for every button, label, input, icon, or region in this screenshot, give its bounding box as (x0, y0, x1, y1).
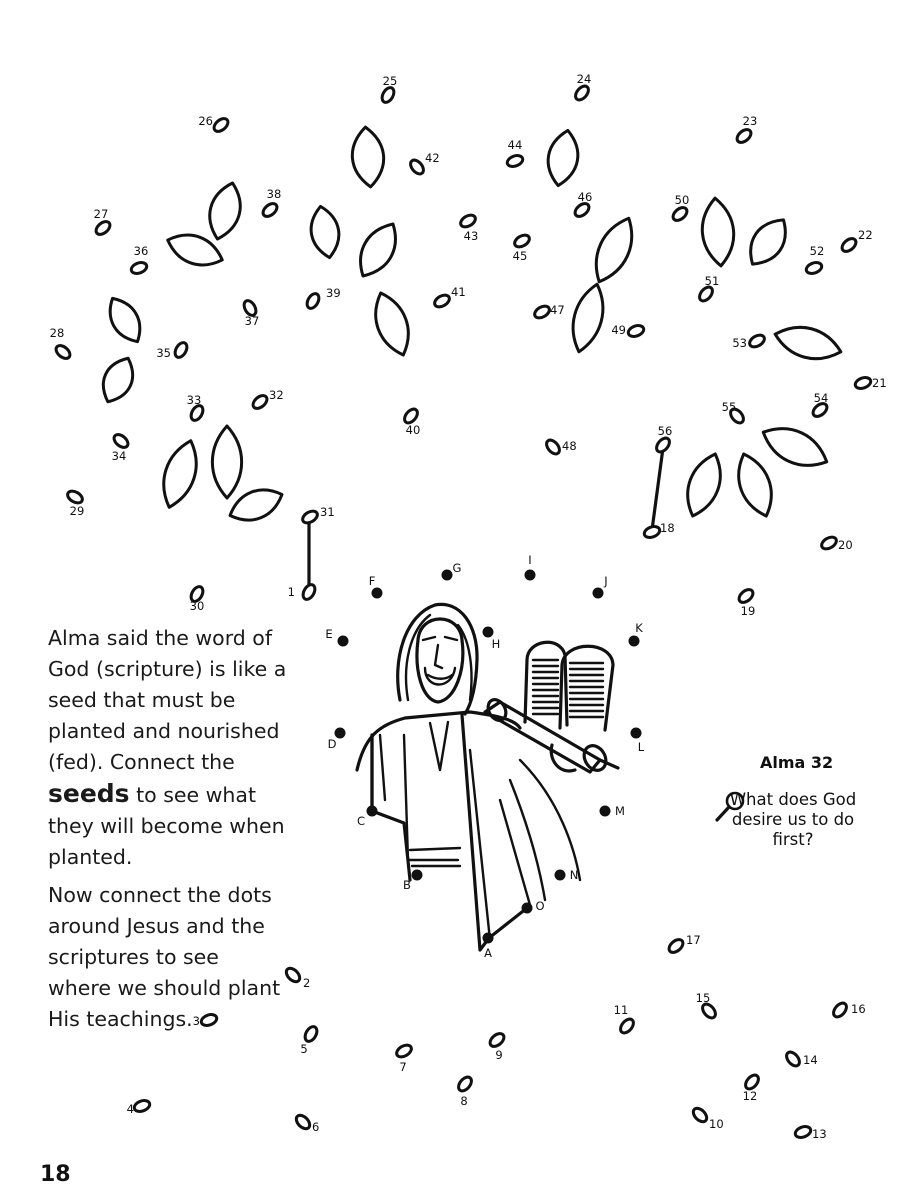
seed-label: 21 (872, 376, 887, 390)
letter-label: A (484, 946, 492, 960)
seed-5 (300, 1025, 319, 1056)
seed-label: 47 (550, 303, 565, 317)
seed-label: 25 (382, 74, 398, 88)
seed-4 (127, 1099, 152, 1116)
seed-label: 19 (740, 604, 756, 618)
seed-35 (156, 341, 189, 360)
tree-leaves (95, 126, 844, 528)
letter-label: F (368, 574, 376, 588)
seed-label: 39 (326, 286, 341, 300)
letter-dot-K (629, 621, 644, 647)
seed-label: 10 (709, 1117, 724, 1131)
seed-33 (187, 393, 206, 422)
seed-label: 8 (460, 1094, 468, 1108)
leaf-20 (757, 418, 834, 476)
seed-13 (794, 1125, 827, 1141)
seed-28 (50, 326, 73, 361)
seed-27 (94, 207, 113, 237)
seed-18 (643, 521, 675, 539)
seed-53 (732, 333, 766, 350)
seed-12 (743, 1073, 761, 1103)
seed-7 (395, 1043, 414, 1074)
seed-label: 5 (300, 1042, 308, 1056)
seed-label: 6 (312, 1120, 320, 1134)
leaf-15 (155, 436, 204, 512)
leaf-5 (350, 217, 405, 284)
seed-label: 33 (186, 393, 202, 407)
letter-label: N (569, 868, 579, 882)
seed-label: 15 (695, 991, 711, 1005)
seed-9 (488, 1031, 507, 1062)
seed-6 (294, 1113, 320, 1134)
leaf-9 (566, 281, 610, 356)
seed-56 (654, 424, 672, 454)
letter-label: G (452, 561, 462, 575)
seed-label: 11 (613, 1003, 629, 1017)
seed-label: 49 (611, 323, 626, 337)
leaf-1 (350, 126, 386, 188)
seed-48 (544, 438, 577, 457)
seed-23 (735, 114, 758, 145)
seed-label: 9 (495, 1048, 503, 1062)
seed-40 (402, 407, 420, 437)
seed-11 (614, 1003, 636, 1035)
seed-20 (820, 535, 853, 552)
seed-label: 40 (405, 423, 421, 437)
letter-label: B (403, 878, 411, 892)
seed-label: 34 (111, 449, 127, 463)
letter-dot-L (631, 728, 645, 755)
seed-label: 46 (577, 190, 593, 204)
seed-label: 43 (463, 229, 479, 243)
seed-29 (66, 489, 85, 518)
seed-label: 13 (812, 1127, 827, 1141)
seed-label: 35 (156, 346, 171, 360)
letter-dot-H (483, 627, 501, 652)
seed-8 (456, 1075, 474, 1108)
seed-label: 29 (69, 504, 85, 518)
seed-25 (380, 74, 398, 104)
seed-label: 27 (93, 207, 109, 221)
instruction-paragraph-1 (48, 623, 288, 873)
letter-label: C (356, 814, 366, 828)
leaf-8 (586, 212, 642, 288)
seed-label: 45 (512, 249, 528, 263)
letter-label: L (637, 740, 645, 754)
seed-24 (573, 72, 591, 102)
seed-label: 26 (198, 114, 213, 128)
seed-26 (198, 114, 230, 134)
seed-label: 55 (721, 400, 737, 414)
seed-32 (251, 388, 284, 411)
letter-dot-I (525, 553, 536, 581)
seed-22 (840, 228, 873, 254)
leaf-19 (730, 449, 780, 521)
seed-label: 32 (269, 388, 284, 402)
seed-label: 48 (562, 439, 577, 453)
seed-51 (697, 274, 719, 303)
seed-label: 2 (303, 976, 311, 990)
letter-dot-A (483, 933, 494, 961)
letter-label: H (491, 637, 501, 651)
jesus-with-scriptures-illustration (357, 604, 618, 950)
seed-label: 3 (192, 1014, 200, 1028)
seed-49 (611, 323, 645, 338)
seed-50 (671, 193, 690, 223)
seed-1 (288, 583, 318, 602)
seed-label: 31 (320, 505, 335, 519)
seed-label: 1 (287, 585, 295, 599)
instruction-paragraph-2: Now connect the dots around Jesus and the scriptures to see where we should plant His teachings. (48, 883, 281, 1031)
seed-label: 12 (742, 1089, 758, 1103)
leaf-10 (699, 197, 736, 267)
seed-label: 56 (657, 424, 673, 438)
seed-label: 4 (126, 1102, 134, 1116)
seed-label: 36 (133, 244, 149, 258)
instruction-text-b: to see what they will become when planted. (48, 783, 285, 869)
leaf-14 (95, 352, 140, 407)
leaf-2 (203, 179, 246, 243)
seed-55 (722, 400, 746, 425)
seed-label: 52 (809, 244, 825, 258)
seed-label: 54 (813, 391, 829, 405)
scripture-reference: Alma 32 (760, 753, 834, 772)
seed-label: 28 (49, 326, 65, 340)
seed-41 (433, 285, 466, 309)
letter-dot-N (555, 868, 579, 882)
letter-dot-M (600, 804, 625, 818)
seed-31 (301, 505, 335, 525)
seed-42 (408, 151, 440, 176)
letter-dot-D (328, 728, 346, 752)
seed-17 (667, 933, 701, 955)
seed-label: 30 (189, 599, 205, 613)
letter-dot-O (522, 899, 545, 914)
letter-label: I (528, 553, 532, 567)
seed-34 (112, 432, 131, 463)
seed-label: 24 (576, 72, 592, 86)
seed-47 (533, 303, 565, 320)
seed-38 (261, 187, 282, 219)
seeds-emphasis: seeds (48, 779, 130, 808)
seed-label: 44 (507, 138, 523, 152)
letter-dot-J (593, 574, 608, 599)
seed-52 (805, 244, 825, 275)
letter-label: E (325, 627, 333, 641)
letter-label: O (535, 899, 545, 913)
seed-10 (691, 1106, 724, 1131)
seed-46 (573, 190, 593, 219)
seed-label: 51 (704, 274, 720, 288)
letter-label: J (604, 574, 608, 588)
seed-16 (831, 1001, 866, 1020)
leaf-7 (544, 128, 583, 188)
seed-39 (305, 286, 341, 310)
letter-label: K (635, 621, 643, 635)
leaf-18 (679, 449, 729, 521)
seed-label: 53 (732, 336, 747, 350)
seed-37 (242, 299, 260, 328)
seed-43 (459, 213, 479, 243)
seed-label: 37 (244, 314, 260, 328)
seed-label: 38 (266, 187, 282, 201)
seed-19 (737, 587, 756, 618)
seed-label: 7 (399, 1060, 407, 1074)
letter-dot-F (369, 574, 383, 599)
seed-label: 14 (803, 1053, 818, 1067)
letter-dot-C (357, 806, 378, 829)
leaf-6 (367, 288, 417, 360)
letter-label: D (327, 737, 337, 751)
reflection-question (728, 790, 858, 850)
letter-dot-E (325, 627, 348, 647)
seed-15 (696, 991, 718, 1020)
leaf-13 (102, 292, 149, 348)
letter-dot-G (442, 561, 462, 581)
leaf-16 (212, 426, 241, 498)
seed-30 (189, 585, 206, 613)
leaf-11 (741, 211, 796, 272)
seed-label: 42 (425, 151, 440, 165)
page-number: 18 (40, 1162, 71, 1187)
seed-label: 23 (742, 114, 758, 128)
seed-label: 20 (838, 538, 853, 552)
seed-14 (784, 1050, 818, 1069)
instruction-text-a: Alma said the word of God (scripture) is like a seed that must be planted and nourished (fed). Connect the (48, 626, 287, 774)
seed-label: 17 (686, 933, 701, 947)
seed-44 (506, 138, 524, 168)
seed-label: 16 (851, 1002, 866, 1016)
seed-label: 41 (451, 285, 466, 299)
seed-45 (513, 233, 532, 263)
seed-21 (854, 376, 887, 391)
letter-dot-B (403, 870, 422, 893)
seed-54 (811, 391, 830, 419)
leaf-12 (771, 320, 844, 366)
seed-label: 18 (660, 521, 675, 535)
seed-label: 50 (674, 193, 690, 207)
letter-label: M (615, 804, 625, 818)
leaf-4 (307, 204, 343, 260)
question-text: What does God desire us to do first? (729, 790, 857, 849)
seed-36 (130, 244, 149, 275)
seed-label: 22 (858, 228, 873, 242)
